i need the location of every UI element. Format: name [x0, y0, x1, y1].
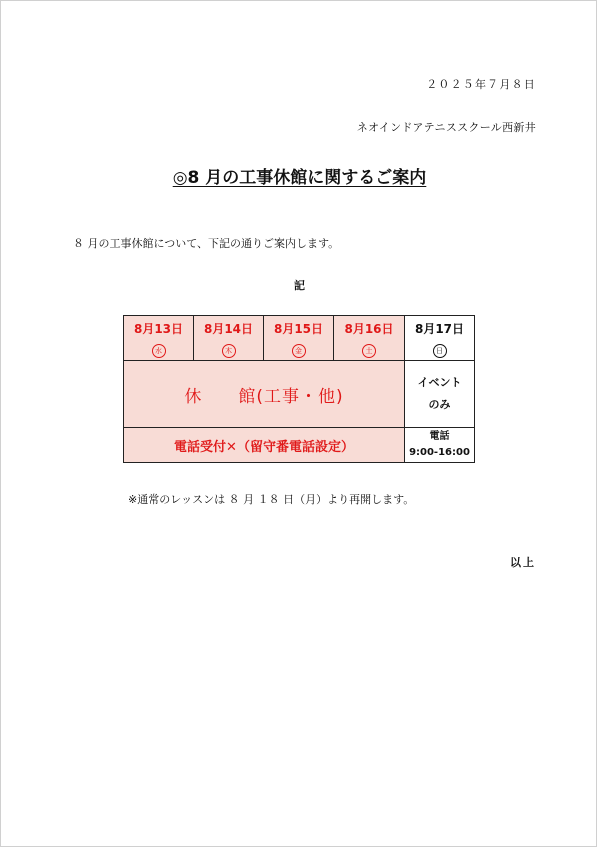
document-title [1, 163, 597, 188]
ki-heading: 記 [294, 279, 305, 292]
event-line-2: のみ [428, 398, 451, 411]
phone-closed-cell [124, 428, 405, 463]
document-date: ２０２５年７月８日 [426, 78, 536, 91]
event-line-1: イベント [417, 376, 462, 389]
document-title-text: ◎8 月の工事休館に関するご案内 [172, 168, 427, 188]
resume-note: ※通常のレッスンは ８ 月 １８ 日（月）より再開します。 [128, 493, 415, 506]
intro-text: ８ 月の工事休館について、下記の通りご案内します。 [73, 237, 340, 250]
closed-label: 休 館(工事・他) [184, 386, 344, 407]
weekday-circle: 土 [362, 344, 376, 358]
phone-hours-cell [405, 428, 475, 463]
schedule-phone-row [124, 428, 475, 463]
day-date: 8月14日 [203, 321, 254, 336]
weekday-circle: 木 [222, 344, 236, 358]
day-date: 8月16日 [344, 321, 394, 336]
closed-cell [124, 361, 405, 428]
phone-closed-label: 電話受付✕（留守番電話設定） [174, 439, 354, 455]
day-date: 8月15日 [273, 321, 324, 336]
day-date: 8月13日 [133, 321, 184, 336]
schedule-status-row [124, 361, 475, 428]
day-cell-13 [124, 316, 194, 361]
day-cell-16 [334, 316, 405, 361]
phone-label: 電話 [429, 431, 450, 442]
event-cell [405, 361, 475, 428]
schedule-table [123, 315, 475, 463]
day-date: 8月17日 [414, 321, 465, 336]
day-cell-14 [194, 316, 264, 361]
closing-mark: 以上 [510, 556, 536, 569]
organization-name: ネオインドアテニススクール西新井 [356, 121, 536, 134]
day-cell-15 [264, 316, 334, 361]
weekday-circle: 金 [292, 344, 306, 358]
schedule-date-row [124, 316, 475, 361]
weekday-circle: 水 [152, 344, 166, 358]
weekday-circle: 日 [433, 344, 447, 358]
phone-hours: 9:00-16:00 [409, 447, 470, 458]
day-cell-17 [405, 316, 475, 361]
